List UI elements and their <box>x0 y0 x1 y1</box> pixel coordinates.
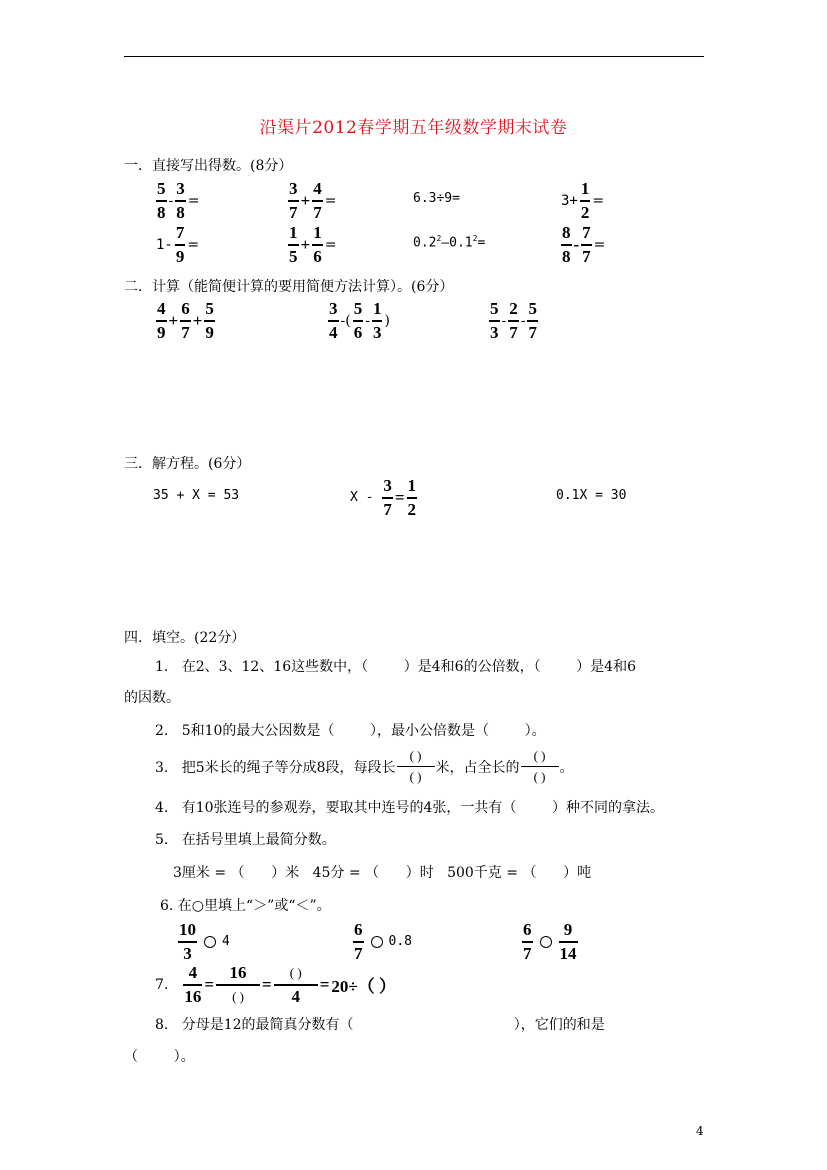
section3-heading: 三．解方程。(6分） <box>124 456 251 472</box>
s3-eq-2: X - $\frac{3}{7}$ = $\frac{1}{2}$ <box>350 476 416 519</box>
s2-expr-2: $\frac{3}{4}$ -( $\frac{5}{6}$ - $\frac{1}{3}$ ) <box>329 299 390 342</box>
s1-r1-c: 6.3÷9= <box>413 191 460 206</box>
compare-circle-icon <box>540 936 552 948</box>
s3-eq-3: 0.1X = 30 <box>556 488 627 503</box>
s1-r1-a: $\frac{5}{8}$ - $\frac{3}{8}$ = <box>157 179 200 222</box>
compare-circle-icon <box>204 936 216 948</box>
q8-line1: 8. 分母是12的最简真分数有（ ），它们的和是 <box>155 1017 605 1033</box>
page-title: 沿渠片2012春学期五年级数学期末试卷 <box>259 118 568 138</box>
s2-expr-3: $\frac{5}{3}$ - $\frac{2}{7}$ - $\frac{5}{7}$ <box>490 299 537 342</box>
q7: 7. $\frac{4}{16}$ = $\frac{16}{( )}$ = $\frac{( )}{4}$ = 20÷（ ） <box>155 963 397 1006</box>
section2-heading: 二．计算（能简便计算的要用简便方法计算）。(6分） <box>124 279 454 295</box>
q5: 5. 在括号里填上最简分数。 <box>155 832 336 848</box>
s1-r2-d: $\frac{8}{8}$ - $\frac{7}{7}$ = <box>562 223 606 266</box>
s1-r2-c: $0.2^2—0.1^2=$ <box>413 234 486 251</box>
header-rule <box>124 56 704 57</box>
q8-line2: （ ）。 <box>124 1049 195 1065</box>
q6: 6. 在○里填上“＞”或“＜”。 <box>160 898 331 914</box>
s1-r2-b: $\frac{1}{5}$ + $\frac{1}{6}$ = <box>289 223 337 266</box>
s1-r1-d: 3+ $\frac{1}{2}$ = <box>561 179 605 222</box>
q4: 4. 有10张连号的参观券，要取其中连号的4张，一共有（ ）种不同的拿法。 <box>155 800 665 816</box>
s1-r2-a: 1- $\frac{7}{9}$ = <box>156 223 200 266</box>
q1-line1: 1. 在2、3、12、16这些数中，（ ）是4和6的公倍数，（ ）是4和6 <box>155 659 636 675</box>
q6-item-b: $\frac{6}{7}$ 0.8 <box>354 920 412 963</box>
q3: 3. 把5米长的绳子等分成8段，每段长 $\frac{( )}{( )}$ 米，占全长的 $\frac{( )}{( )}$ 。 <box>155 748 574 784</box>
q1-line2: 的因数。 <box>124 690 180 706</box>
q6-item-c: $\frac{6}{7}$ $\frac{9}{14}$ <box>523 920 577 963</box>
q2: 2. 5和10的最大公因数是（ ），最小公倍数是（ ）。 <box>155 723 546 739</box>
q5-items: 3厘米 = （ ）米 45分 = （ ）时 500千克 = （ ）吨 <box>173 865 592 881</box>
s1-r1-b: $\frac{3}{7}$ + $\frac{4}{7}$ = <box>289 179 337 222</box>
section1-heading: 一．直接写出得数。(8分） <box>124 158 293 174</box>
s2-expr-1: $\frac{4}{9}$ + $\frac{6}{7}$ + $\frac{5}{9}$ <box>157 299 214 342</box>
page-number: 4 <box>696 1124 704 1138</box>
s3-eq-1: 35 + X = 53 <box>153 488 240 503</box>
section4-heading: 四．填空。(22分） <box>124 630 246 646</box>
compare-circle-icon <box>371 936 383 948</box>
q6-item-a: $\frac{10}{3}$ 4 <box>179 920 230 963</box>
